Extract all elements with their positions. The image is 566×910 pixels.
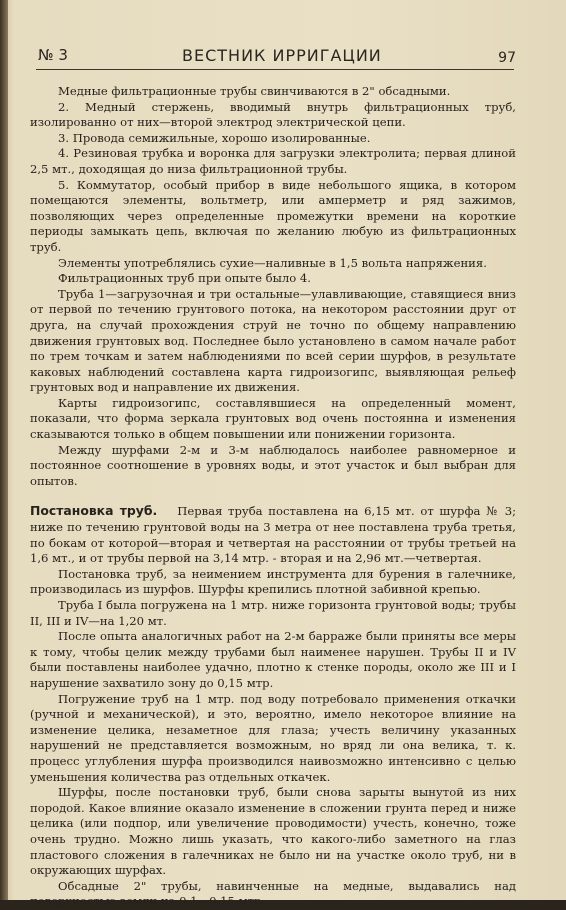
paragraph: Шурфы, после постановки труб, были снова зарыты вынутой из них породой. Какое влияние оказало изменение в сложении грунта перед и ниже целика (или подпор, или увеличение проводимости) учесть, конечно, тоже очень трудно. Можно лишь указать, что какого-либо заметного на глаз пластового сложения в галечниках не было ни на участке около труб, ни в окружающих шурфах. bbox=[30, 785, 516, 878]
paragraph: Обсадные 2" трубы, навинченные на медные, выдавались над поверхностью земли на 0,1—0,15 мтр. bbox=[30, 878, 516, 909]
journal-title: ВЕСТНИК ИРРИГАЦИИ bbox=[182, 46, 382, 65]
section-text: Первая труба поставлена на 6,15 мт. от шурфа № 3; ниже по течению грунтовой воды на 3 метра от нее поставлена труба третья, по бокам от которой—вторая и четвертая на расстоянии от трубы третьей на 1,6 мт., и от трубы первой на 3,14 мтр. - вторая и на 2,96 мт.—четвертая. bbox=[30, 504, 516, 566]
paragraph: Элементы употреблялись сухие—наливные в 1,5 вольта напряжения. bbox=[58, 255, 487, 270]
paragraph: Медные фильтрационные трубы свинчиваются в 2" обсадными. bbox=[58, 84, 451, 98]
paragraph: 4. Резиновая трубка и воронка для загрузки электролита; первая длиной 2,5 мт., доходящая до низа фильтрационной трубы. bbox=[30, 146, 516, 176]
binding-edge bbox=[0, 0, 8, 900]
paragraph: 5. Коммутатор, особый прибор в виде небольшого ящика, в котором помещаются элементы, вольтметр, или амперметр и ряд зажимов, позволяющих через определенные промежутки времени на короткие периоды замыкать цепь, включая по желанию любую из фильтрационных труб. bbox=[30, 177, 516, 254]
paragraph: Постановка труб, за неимением инструмента для бурения в галечнике, производилась из шурфов. Шурфы крепились плотной забивной крепью. bbox=[30, 566, 516, 597]
issue-number: № 3 bbox=[38, 46, 68, 64]
article-body bbox=[30, 84, 516, 910]
header-rule bbox=[36, 69, 514, 70]
paragraph: Фильтрационных труб при опыте было 4. bbox=[58, 271, 311, 286]
paragraph: Труба 1—загрузочная и три остальные—улавливающие, ставящиеся вниз от первой по течению грунтового потока, на некотором расстоянии друг от друга, на случай прохождения струй не точно по общему направлению движения грунтовых вод. Последнее было установлено в самом начале работ по трем точкам и затем наблюдениями по всей серии шурфов, в результате каковых наблюдений составлена карта гидроизогипс, выявляющая рельеф грунтовых вод и направление их движения. bbox=[30, 286, 516, 395]
paragraph: 2. Медный стержень, вводимый внутрь фильтрационных труб, изолированно от них—второй электрод электрической цепи. bbox=[30, 99, 516, 130]
paragraph: Между шурфами 2-м и 3-м наблюдалось наиболее равномерное и постоянное соотношение в уровнях воды, и этот участок и был выбран для опытов. bbox=[30, 442, 516, 488]
section-paragraph bbox=[30, 503, 516, 566]
running-header bbox=[38, 44, 516, 68]
page-number: 97 bbox=[498, 50, 516, 66]
paragraph: После опыта аналогичных работ на 2-м барраже были приняты все меры к тому, чтобы целик между трубами был наименее нарушен. Трубы II и IV были поставлены наиболее удачно, плотно к стенке породы, около же III и I нарушение захватило зону до 0,15 мтр. bbox=[30, 629, 516, 690]
paragraph: Карты гидроизогипс, составлявшиеся на определенный момент, показали, что форма зеркала грунтовых вод очень постоянна и изменения сказываются только в общем повышении или понижении горизонта. bbox=[30, 395, 516, 442]
paragraph: Труба I была погружена на 1 мтр. ниже горизонта грунтовой воды; трубы II, III и IV—на 1,20 мт. bbox=[30, 598, 516, 628]
section-heading: Постановка труб. bbox=[30, 503, 158, 519]
paragraph: Погружение труб на 1 мтр. под воду потребовало применения откачки (ручной и механической), и это, вероятно, имело некоторое влияние на изменение целика, незаметное для глаза; учесть величину указанных нарушений не представляется возможным, но вряд ли она велика, т. к. процесс углубления шурфа производился наивозможно интенсивно с целью уменьшения количества раз отдельных откачек. bbox=[30, 691, 516, 784]
paragraph: 3. Провода семижильные, хорошо изолированные. bbox=[58, 130, 371, 145]
